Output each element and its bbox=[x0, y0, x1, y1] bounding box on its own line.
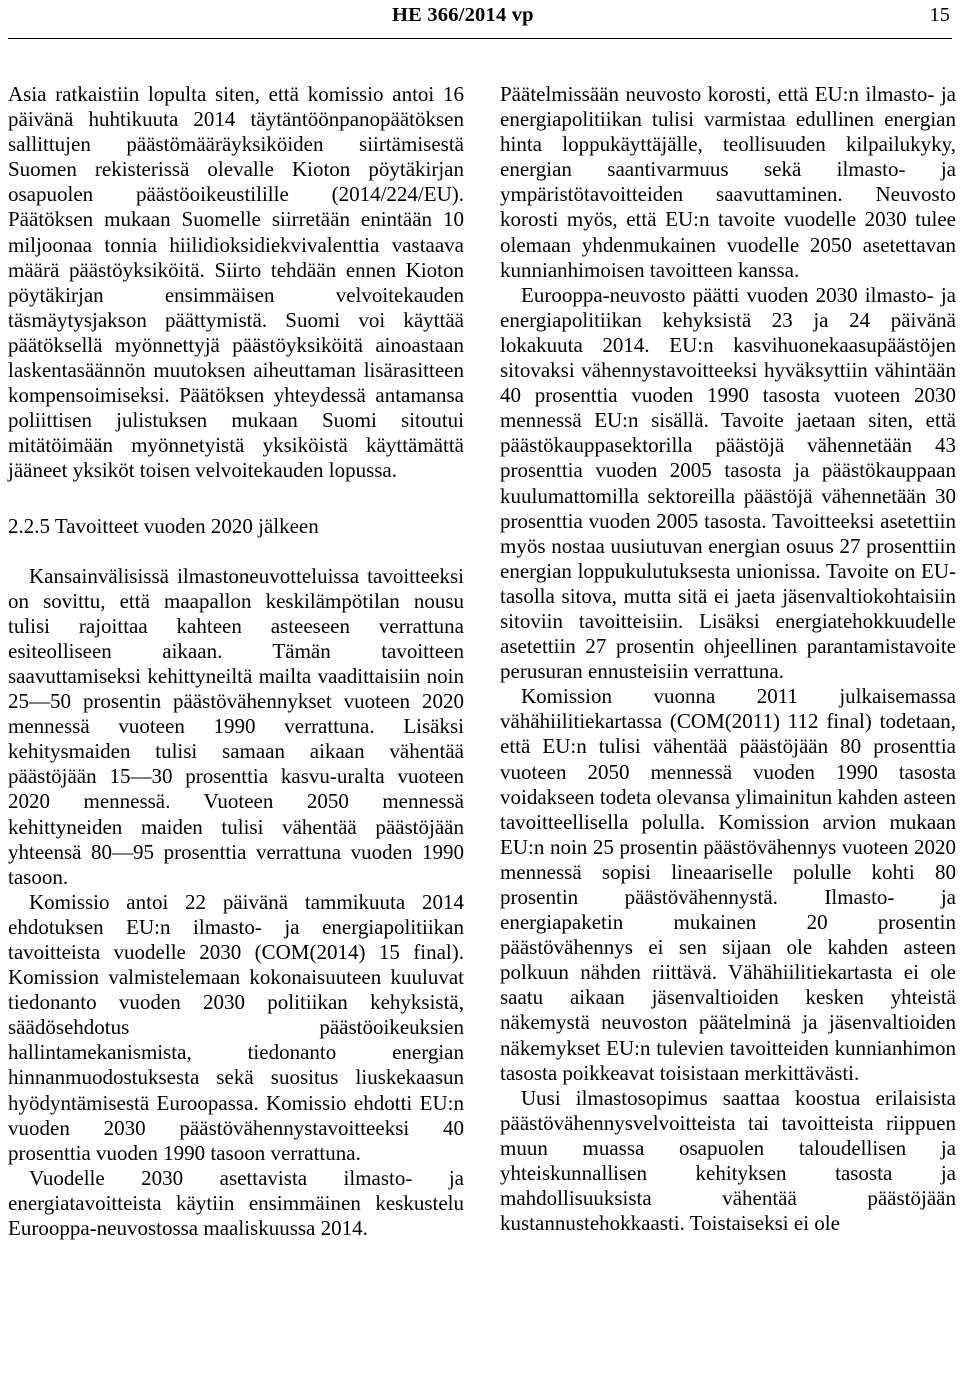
document-id: HE 366/2014 vp bbox=[392, 4, 534, 26]
paragraph: Vuodelle 2030 asettavista ilmasto- ja energiatavoitteista käytiin ensimmäinen keskustelu Eurooppa-neuvostossa maaliskuussa 2014. bbox=[8, 1165, 464, 1241]
left-column bbox=[8, 82, 464, 1241]
page-header bbox=[0, 0, 960, 40]
paragraph: Asia ratkaistiin lopulta siten, että komissio antoi 16 päivänä huhtikuuta 2014 täytäntöönpanopäätöksen sallittujen päästömääräyksiköiden siirtämisestä Suomen rekisterissä olevalle Kioton pöytäkirjan osapuolen päästöoikeustilille (2014/224/EU). Päätöksen mukaan Suomelle siirretään enintään 10 miljoonaa tonnia hiilidioksidiekvivalenttia vastaava määrä päästöyksiköitä. Siirto tehdään ennen Kioton pöytäkirjan ensimmäisen velvoitekauden täsmäytysjakson päättymistä. Suomi voi käyttää päätöksellä myönnettyjä päästöyksiköitä ainoastaan laskentasäännön muutoksen aiheuttaman lisärasitteen kompensoimiseksi. Päätöksen yhteydessä antamansa poliittisen julistuksen mukaan Suomi sitoutui mitätöimään myönnetyistä yksiköistä käyttämättä jääneet yksiköt toisen velvoitekauden lopussa. bbox=[8, 82, 464, 483]
page-number: 15 bbox=[929, 4, 950, 26]
paragraph: Komissio antoi 22 päivänä tammikuuta 2014 ehdotuksen EU:n ilmasto- ja energiapolitiikan tavoitteista vuodelle 2030 (COM(2014) 15 final). Komission valmistelemaan kokonaisuuteen kuuluvat tiedonanto vuoden 2030 politiikan kehyksistä, säädösehdotus päästöoikeuksien hallintamekanismista, tiedonanto energian hinnanmuodostuksesta sekä suositus liuskekaasun hyödyntämisestä Euroopassa. Komissio ehdotti EU:n vuoden 2030 päästövähennystavoitteeksi 40 prosenttia vuoden 1990 tasoon verrattuna. bbox=[8, 889, 464, 1165]
section-heading: 2.2.5 Tavoitteet vuoden 2020 jälkeen bbox=[8, 513, 319, 538]
right-column bbox=[500, 82, 956, 1236]
paragraph: Uusi ilmastosopimus saattaa koostua erilaisista päästövähennysvelvoitteista tai tavoitteista riippuen muun muassa osapuolen taloudellisen ja yhteiskunnallisen kehityksen tasosta ja mahdollisuuksista vähentää päästöjään kustannustehokkaasti. Toistaiseksi ei ole bbox=[500, 1085, 956, 1236]
paragraph: Komission vuonna 2011 julkaisemassa vähähiilitiekartassa (COM(2011) 112 final) todetaan, että EU:n tulisi vähentää päästöjään 80 prosenttia vuoteen 2050 mennessä vuoden 1990 tasosta voidakseen todeta olevansa ylimainitun kahden asteen tavoitteellisella polulla. Komission arvion mukaan EU:n noin 25 prosentin päästövähennys vuoteen 2020 mennessä sopisi lineaariselle polulle kohti 80 prosentin päästövähennystä. Ilmasto- ja energiapaketin mukainen 20 prosentin päästövähennys ei sen sijaan ole kahden asteen polkuun nähden riittävä. Vähähiilitiekartasta ei ole saatu aikaan jäsenvaltioiden kesken yhteistä näkemystä neuvoston päätelminä ja jäsenvaltioiden näkemykset EU:n tulevien tavoitteiden kunnianhimon tasosta poikkeavat toisistaan merkittävästi. bbox=[500, 684, 956, 1085]
paragraph: Kansainvälisissä ilmastoneuvotteluissa tavoitteeksi on sovittu, että maapallon keskilämpötilan nousu tulisi rajoittaa kahteen asteeseen verrattuna esiteolliseen aikaan. Tämän tavoitteen saavuttamiseksi kehittyneiltä mailta vaadittaisiin noin 25—50 prosentin päästövähennykset vuoteen 2020 mennessä vuoteen 1990 verrattuna. Lisäksi kehitysmaiden tulisi samaan aikaan vähentää päästöjään 15—30 prosenttia kasvu-uralta vuoteen 2020 mennessä. Vuoteen 2050 mennessä kehittyneiden maiden tulisi vähentää päästöjään yhteensä 80—95 prosenttia verrattuna vuoden 1990 tasoon. bbox=[8, 563, 464, 889]
paragraph: Eurooppa-neuvosto päätti vuoden 2030 ilmasto- ja energiapolitiikan kehyksistä 23 ja 24 päivänä lokakuuta 2014. EU:n kasvihuonekaasupäästöjen sitovaksi vähennystavoitteeksi hyväksyttiin vähintään 40 prosenttia vuoden 1990 tasosta vuoteen 2030 mennessä EU:n sisällä. Tavoite jaetaan siten, että päästökauppasektorilla päästöjä vähennetään 43 prosenttia vuoden 2005 tasosta ja päästökauppaan kuulumattomilla sektoreilla päästöjä vähennetään 30 prosenttia vuoden 2005 tasosta. Tavoitteeksi asetettiin myös nostaa uusiutuvan energian osuus 27 prosenttiin energian loppukulutuksesta unionissa. Tavoite on EU-tasolla sitova, mutta sitä ei jaeta jäsenvaltiokohtaisiin sitoviin tavoitteisiin. Lisäksi energiatehokkuudelle asetettiin 27 prosentin ohjeellinen parantamistavoite perusuran ennusteisiin verrattuna. bbox=[500, 282, 956, 684]
paragraph: Päätelmissään neuvosto korosti, että EU:n ilmasto- ja energiapolitiikan tulisi varmistaa edullinen energian hinta loppukäyttäjälle, teollisuuden kilpailukyky, energian saantivarmuus sekä ilmasto- ja ympäristötavoitteiden saavuttaminen. Neuvosto korosti myös, että EU:n tavoite vuodelle 2030 tulee olemaan yhdenmukainen vuodelle 2050 asetettavan kunnianhimoisen tavoitteen kanssa. bbox=[500, 82, 956, 282]
header-rule bbox=[8, 38, 952, 39]
